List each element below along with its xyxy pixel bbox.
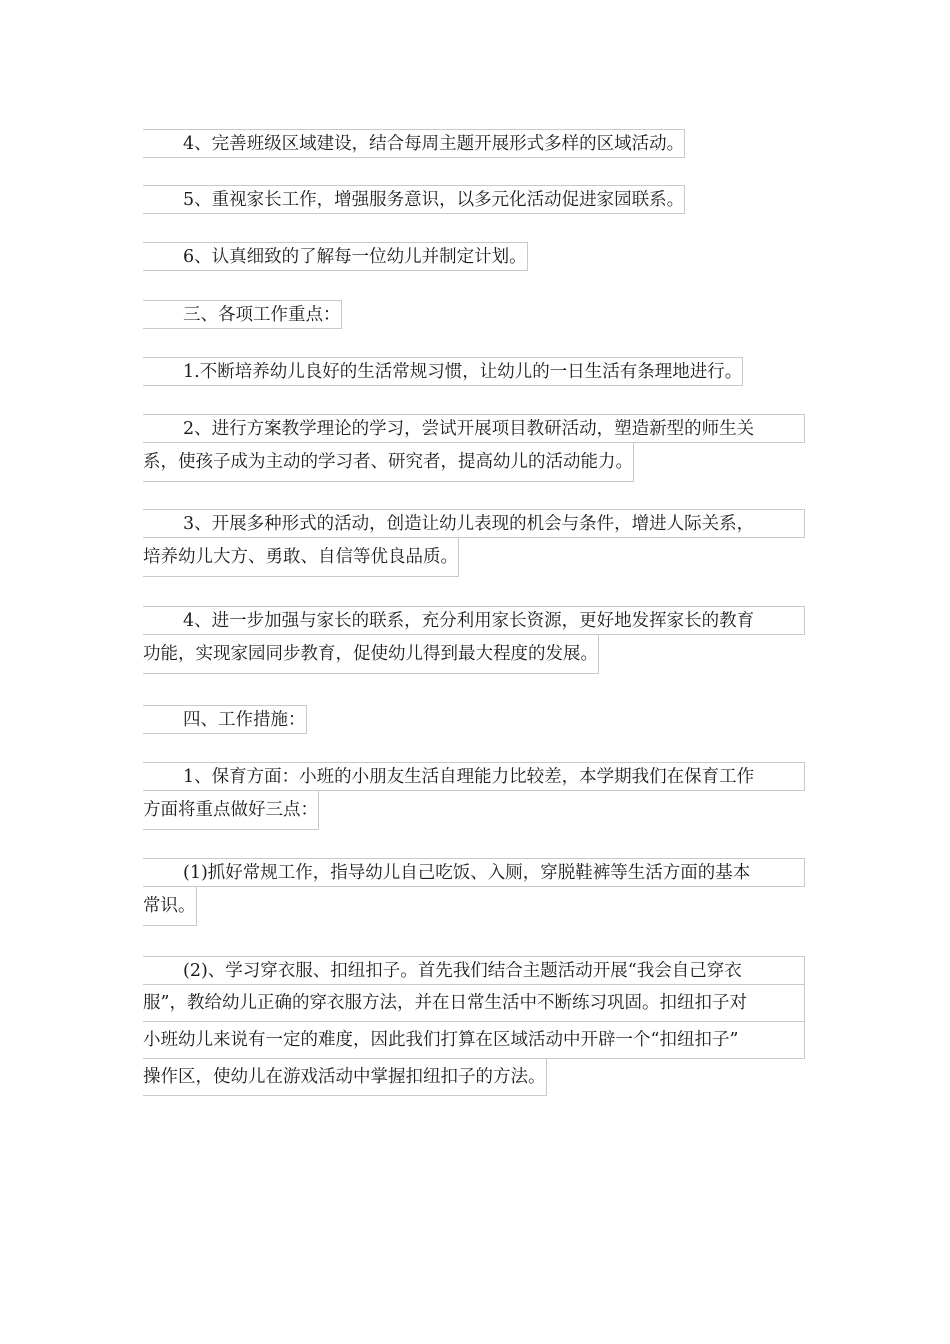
text-line: 培养幼儿大方、勇敢、自信等优良品质。 xyxy=(143,538,459,577)
paragraph-key-2 xyxy=(143,414,805,482)
paragraph-care-2 xyxy=(143,956,805,1096)
text-line: 常识。 xyxy=(143,887,197,926)
text-line: 2、进行方案教学理论的学习，尝试开展项目教研活动，塑造新型的师生关 xyxy=(143,414,805,443)
text-line: 功能，实现家园同步教育，促使幼儿得到最大程度的发展。 xyxy=(143,635,599,674)
paragraph-care-1 xyxy=(143,858,805,926)
text-line: 系，使孩子成为主动的学习者、研究者，提高幼儿的活动能力。 xyxy=(143,443,634,482)
section-heading-key-work xyxy=(143,300,805,329)
text-line: 4、进一步加强与家长的联系，充分利用家长资源，更好地发挥家长的教育 xyxy=(143,606,805,635)
text-line: (2)、学习穿衣服、扣纽扣子。首先我们结合主题活动开展“我会自己穿衣 xyxy=(143,956,805,985)
paragraph-child-plan xyxy=(143,242,805,271)
paragraph-care xyxy=(143,762,805,830)
section-heading-measures xyxy=(143,705,805,734)
text-line: 服”，教给幼儿正确的穿衣服方法，并在日常生活中不断练习巩固。扣纽扣子对 xyxy=(143,985,805,1022)
text-line: 3、开展多种形式的活动，创造让幼儿表现的机会与条件，增进人际关系， xyxy=(143,509,805,538)
text-line: 方面将重点做好三点： xyxy=(143,791,319,830)
text-line: 1、保育方面：小班的小朋友生活自理能力比较差，本学期我们在保育工作 xyxy=(143,762,805,791)
text-line: 操作区，使幼儿在游戏活动中掌握扣纽扣子的方法。 xyxy=(143,1059,547,1096)
text-line: 6、认真细致的了解每一位幼儿并制定计划。 xyxy=(143,242,528,271)
paragraph-region-activities xyxy=(143,129,805,158)
text-line: 5、重视家长工作，增强服务意识，以多元化活动促进家园联系。 xyxy=(143,185,685,214)
section-heading: 四、工作措施： xyxy=(143,705,307,734)
paragraph-key-3 xyxy=(143,509,805,577)
paragraph-parent-work xyxy=(143,185,805,214)
section-heading: 三、各项工作重点： xyxy=(143,300,342,329)
text-line: 4、完善班级区域建设，结合每周主题开展形式多样的区域活动。 xyxy=(143,129,685,158)
text-line: (1)抓好常规工作，指导幼儿自己吃饭、入厕，穿脱鞋裤等生活方面的基本 xyxy=(143,858,805,887)
paragraph-key-4 xyxy=(143,606,805,674)
paragraph-key-1 xyxy=(143,357,805,386)
text-line: 小班幼儿来说有一定的难度，因此我们打算在区域活动中开辟一个“扣纽扣子” xyxy=(143,1022,805,1059)
text-line: 1.不断培养幼儿良好的生活常规习惯，让幼儿的一日生活有条理地进行。 xyxy=(143,357,743,386)
